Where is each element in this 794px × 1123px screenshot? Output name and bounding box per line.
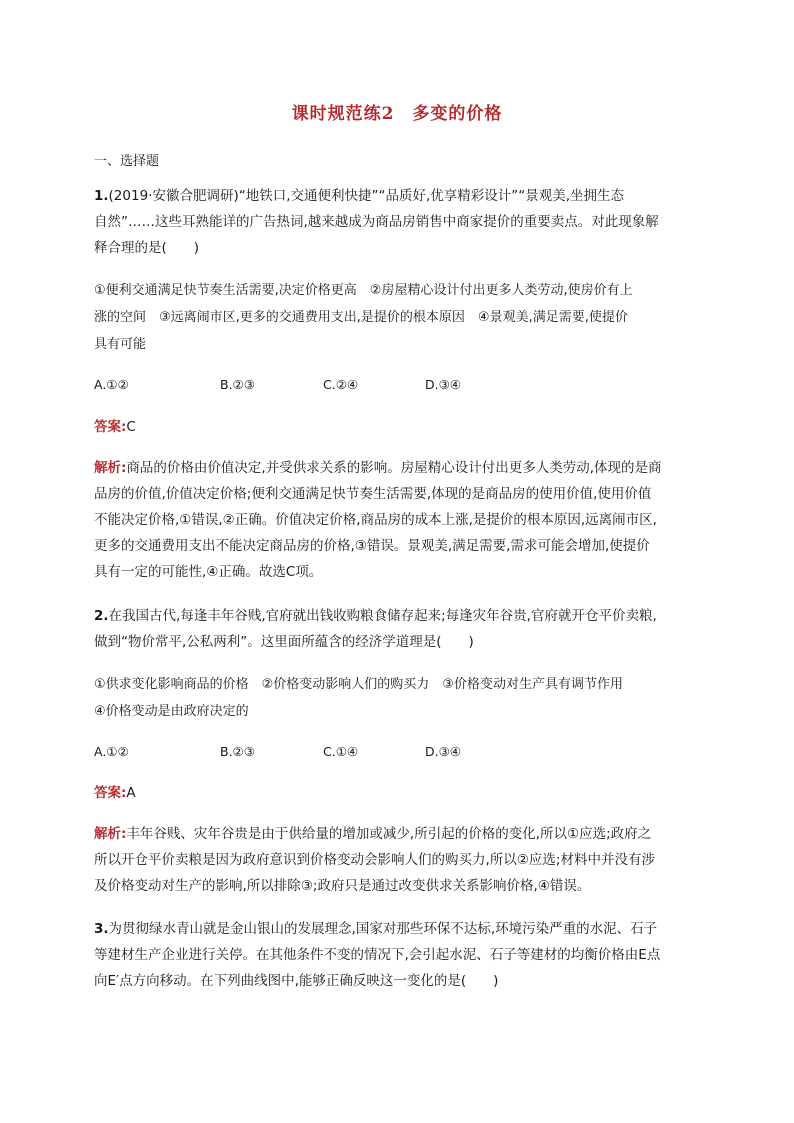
question-2-items [94,671,704,725]
analysis-line: 及价格变动对生产的影响,所以排除③;政府只是通过改变供求关系影响价格,④错误。 [94,878,591,894]
question-2-answer [94,780,704,806]
analysis-line: 丰年谷贱、灾年谷贵是由于供给量的增加或减少,所引起的价格的变化,所以①应选;政府之 [126,826,652,842]
item-line: ①便利交通满足快节奏生活需要,决定价格更高 ②房屋精心设计付出更多人类劳动,使房价有上 [94,283,633,298]
stem-line: 等建材生产企业进行关停。在其他条件不变的情况下,会引起水泥、石子等建材的均衡价格由E点 [94,947,661,963]
option-c[interactable]: C.①④ [323,744,359,759]
answer-label: 答案: [94,419,127,435]
stem-line: 释合理的是( ) [94,240,200,256]
stem-line: 做到“物价常平,公私两利”。这里面所蕴含的经济学道理是( ) [94,634,474,650]
item-line: 具有可能 [94,337,147,352]
question-3-stem [94,916,704,994]
analysis-label: 解析: [94,460,127,476]
answer-label: 答案: [94,785,127,801]
option-b[interactable]: B.②③ [220,377,255,392]
answer-value: A [126,785,136,801]
option-b[interactable]: B.②③ [220,744,255,759]
question-number: 1. [94,188,109,204]
stem-line: (2019·安徽合肥调研)“地铁口,交通便利快捷”“品质好,优享精彩设计”“景观美,坐拥生态 [108,188,625,204]
question-2-analysis [94,821,704,899]
question-1-answer [94,414,704,440]
analysis-line: 所以开仓平价卖粮是因为政府意识到价格变动会影响人们的购买力,所以②应选;材料中并没有涉 [94,852,655,868]
analysis-label: 解析: [94,826,127,842]
option-d[interactable]: D.③④ [425,744,462,759]
item-line: ①供求变化影响商品的价格 ②价格变动影响人们的购买力 ③价格变动对生产具有调节作用 [94,677,623,692]
option-a[interactable]: A.①② [94,377,129,392]
analysis-line: 不能决定价格,①错误,②正确。价值决定价格,商品房的成本上涨,是提价的根本原因,远离闹市区, [94,512,657,528]
option-c[interactable]: C.②④ [323,377,359,392]
section-heading: 一、选择题 [94,154,160,169]
stem-line: 向E′点方向移动。在下列曲线图中,能够正确反映这一变化的是( ) [94,973,499,989]
option-a[interactable]: A.①② [94,744,129,759]
question-number: 3. [94,921,109,937]
stem-line: 为贯彻绿水青山就是金山银山的发展理念,国家对那些环保不达标,环境污染严重的水泥、石子 [108,921,658,937]
analysis-line: 商品的价格由价值决定,并受供求关系的影响。房屋精心设计付出更多人类劳动,体现的是商 [126,460,662,476]
answer-value: C [126,419,136,435]
option-d[interactable]: D.③④ [425,377,462,392]
question-1-analysis [94,455,704,585]
stem-line: 在我国古代,每逢丰年谷贱,官府就出钱收购粮食储存起来;每逢灾年谷贵,官府就开仓平价卖粮, [108,608,657,624]
question-2-stem [94,603,704,655]
analysis-line: 具有一定的可能性,④正确。故选C项。 [94,564,323,580]
stem-line: 自然”……这些耳熟能详的广告热词,越来越成为商品房销售中商家提价的重要卖点。对此现象解 [94,214,659,230]
item-line: ④价格变动是由政府决定的 [94,704,249,719]
question-number: 2. [94,608,109,624]
page-title: 课时规范练2 多变的价格 [291,104,503,124]
analysis-line: 品房的价值,价值决定价格;便利交通满足快节奏生活需要,体现的是商品房的使用价值,使用价值 [94,486,652,502]
question-1-items [94,277,704,358]
item-line: 涨的空间 ③远离闹市区,更多的交通费用支出,是提价的根本原因 ④景观美,满足需要,使提价 [94,310,628,325]
analysis-line: 更多的交通费用支出不能决定商品房的价格,③错误。景观美,满足需要,需求可能会增加,使提价 [94,538,650,554]
question-1-stem [94,183,704,261]
